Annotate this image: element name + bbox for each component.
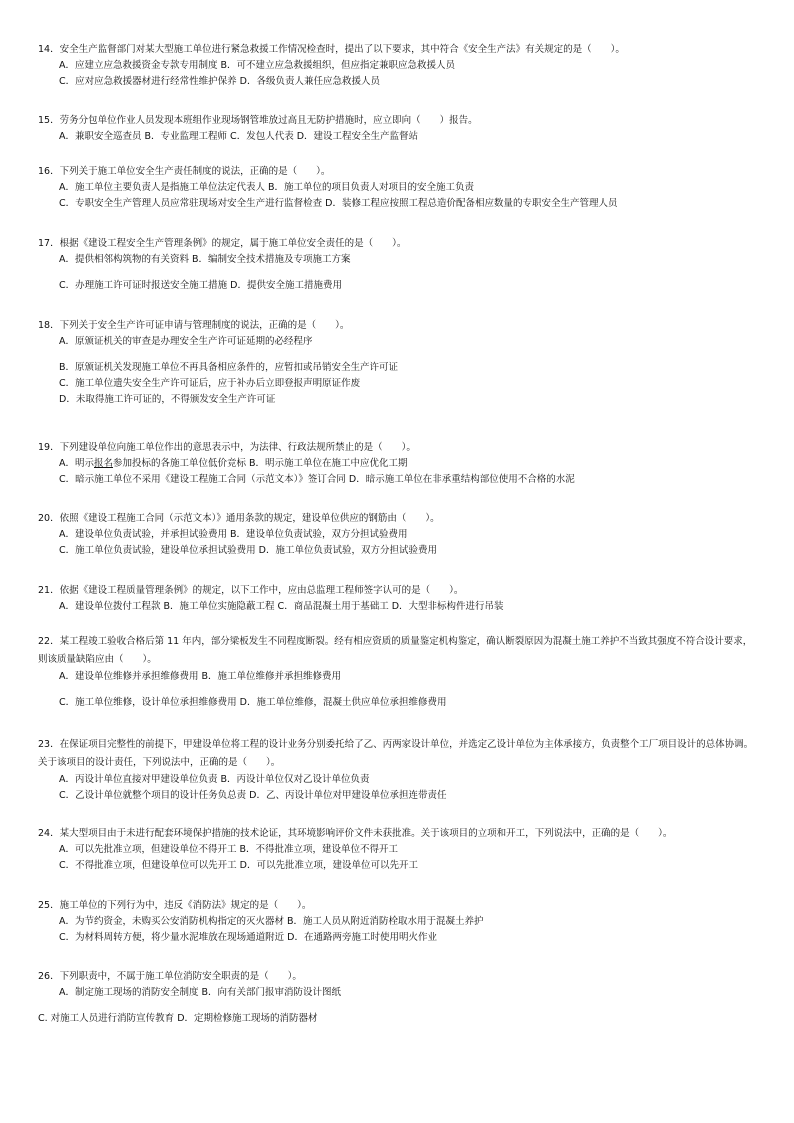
question-option: C．施工单位负责试验，建设单位承担试验费用 D．施工单位负责试验，双方分担试验费用 <box>59 545 437 556</box>
question-option: C．办理施工许可证时报送安全施工措施 D．提供安全施工措施费用 <box>59 280 342 291</box>
question-option: A．为节约资金，未购买公安消防机构指定的灭火器材 B．施工人员从附近消防栓取水用于混凝土养护 <box>59 916 484 927</box>
question-26 <box>38 969 758 1027</box>
question-option: C．不得批准立项，但建设单位可以先开工 D．可以先批准立项，建设单位可以先开工 <box>59 860 418 871</box>
question-stem: 14．安全生产监督部门对某大型施工单位进行紧急救援工作情况检查时，提出了以下要求，其中符合《安全生产法》有关规定的是（ ）。 <box>38 44 625 55</box>
question-23 <box>38 736 758 804</box>
question-option: C．应对应急救援器材进行经常性维护保养 D．各级负责人兼任应急救援人员 <box>59 76 380 87</box>
spacer <box>38 685 758 695</box>
question-option: C. 对施工人员进行消防宣传教育 D．定期检修施工现场的消防器材 <box>38 1013 318 1024</box>
question-option: A．施工单位主要负责人是指施工单位法定代表人 B．施工单位的项目负责人对项目的安全施工负责 <box>59 182 475 193</box>
question-option: C．为材料周转方便，将少量水泥堆放在现场通道附近 D．在通路两旁施工时使用明火作业 <box>59 932 437 943</box>
question-option: A．原颁证机关的审查是办理安全生产许可证延期的必经程序 <box>59 336 313 347</box>
question-option: C．暗示施工单位不采用《建设工程施工合同（示范文本）》签订合同 D．暗示施工单位在非承重结构部位使用不合格的水泥 <box>59 474 575 485</box>
option-text: 参加投标的各施工单位低价竞标 B．明示施工单位在施工中应优化工期 <box>113 458 408 469</box>
question-19 <box>38 440 758 488</box>
question-stem: 15．劳务分包单位作业人员发现本班组作业现场钢管堆放过高且无防护措施时，应立即向（ ）报告。 <box>38 115 478 126</box>
question-stem: 20．依照《建设工程施工合同（示范文本）》通用条款的规定，建设单位供应的钢筋由（ ）。 <box>38 513 440 524</box>
question-25 <box>38 898 758 946</box>
spacer <box>38 268 758 278</box>
question-stem: 16．下列关于施工单位安全生产责任制度的说法，正确的是（ ）。 <box>38 166 331 177</box>
question-stem: 17．根据《建设工程安全生产管理条例》的规定，属于施工单位安全责任的是（ ）。 <box>38 238 407 249</box>
question-option: A．兼职安全巡查员 B．专业监理工程师 C．发包人代表 D．建设工程安全生产监督站 <box>59 131 419 142</box>
question-stem: 21．依据《建设工程质量管理条例》的规定，以下工作中，应由总监理工程师签字认可的是（ ）。 <box>38 585 464 596</box>
question-option: A．应建立应急救援资金专款专用制度 B．可不建立应急救援组织，但应指定兼职应急救援人员 <box>59 60 456 71</box>
question-16 <box>38 164 758 212</box>
question-17 <box>38 236 758 294</box>
question-option: C．施工单位维修，设计单位承担维修费用 D．施工单位维修，混凝土供应单位承担维修费用 <box>59 697 447 708</box>
question-option: D．未取得施工许可证的，不得颁发安全生产许可证 <box>59 394 276 405</box>
question-option: A．可以先批准立项，但建设单位不得开工 B．不得批准立项，建设单位不得开工 <box>59 844 399 855</box>
question-stem: 25．施工单位的下列行为中，违反《消防法》规定的是（ ）。 <box>38 900 312 911</box>
question-20 <box>38 511 758 559</box>
question-21 <box>38 583 758 615</box>
question-option: C．专职安全生产管理人员应常驻现场对安全生产进行监督检查 D．装修工程应按照工程总造价配备相应数量的专职安全生产管理人员 <box>59 198 618 209</box>
spacer <box>38 350 758 360</box>
question-24 <box>38 826 758 874</box>
question-stem: 23．在保证项目完整性的前提下，甲建设单位将工程的设计业务分别委托给了乙、丙两家设计单位，并选定乙设计单位为主体承接方，负责整个工厂项目设计的总体协调。关于该项目的设计责任，下列说法中，正确的是（ ）。 <box>38 739 754 768</box>
question-stem: 26．下列职责中，不属于施工单位消防安全职责的是（ ）。 <box>38 971 302 982</box>
question-option: A．制定施工现场的消防安全制度 B．向有关部门报审消防设计图纸 <box>59 987 342 998</box>
question-option: A．提供相邻构筑物的有关资料 B．编制安全技术措施及专项施工方案 <box>59 254 351 265</box>
underlined-text: 报名 <box>94 458 114 469</box>
question-option: C．乙设计单位就整个项目的设计任务负总责 D．乙、丙设计单位对甲建设单位承担连带责任 <box>59 790 447 801</box>
question-option <box>38 456 758 472</box>
spacer <box>38 1001 758 1011</box>
question-option: B．原颁证机关发现施工单位不再具备相应条件的，应暂扣或吊销安全生产许可证 <box>59 362 399 373</box>
question-option: A．建设单位负责试验，并承担试验费用 B．建设单位负责试验，双方分担试验费用 <box>59 529 408 540</box>
question-stem: 18．下列关于安全生产许可证申请与管理制度的说法，正确的是（ ）。 <box>38 320 350 331</box>
question-option: A．丙设计单位直接对甲建设单位负责 B．丙设计单位仅对乙设计单位负责 <box>59 774 370 785</box>
question-18 <box>38 318 758 408</box>
question-22 <box>38 633 758 711</box>
question-stem: 22．某工程竣工验收合格后第 11 年内，部分梁板发生不同程度断裂。经有相应资质的质量鉴定机构鉴定，确认断裂原因为混凝土施工养护不当致其强度不符合设计要求，则该质量缺陷应由（ ）。 <box>38 636 753 665</box>
question-14 <box>38 42 758 90</box>
question-option: A．建设单位维修并承担维修费用 B．施工单位维修并承担维修费用 <box>59 671 342 682</box>
question-option: A．建设单位拨付工程款 B．施工单位实施隐蔽工程 C．商品混凝土用于基础工 D．大型非标构件进行吊装 <box>59 601 504 612</box>
question-15 <box>38 113 758 145</box>
question-stem: 24．某大型项目由于未进行配套环境保护措施的技术论证，其环境影响评价文件未获批准。关于该项目的立项和开工，下列说法中，正确的是（ ）。 <box>38 828 673 839</box>
question-option: C．施工单位遗失安全生产许可证后，应于补办后立即登报声明原证作废 <box>59 378 361 389</box>
question-stem: 19．下列建设单位向施工单位作出的意思表示中，为法律、行政法规所禁止的是（ ）。 <box>38 442 416 453</box>
option-text: A．明示 <box>59 458 94 469</box>
